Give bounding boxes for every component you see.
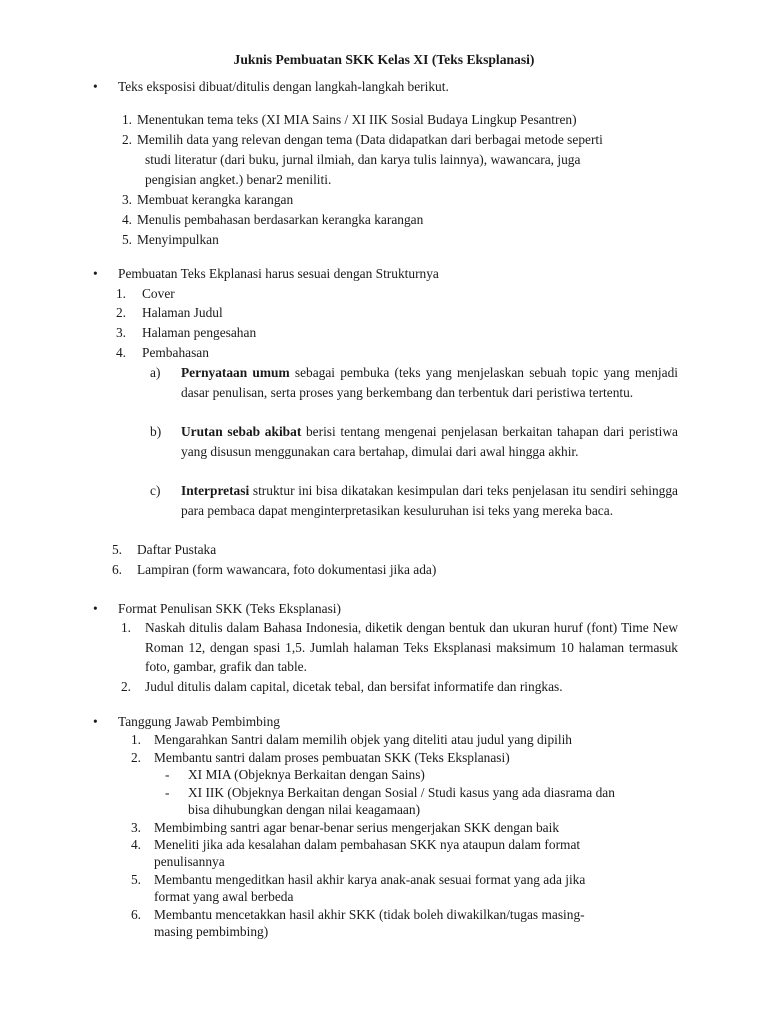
item-text: Halaman Judul	[142, 305, 223, 320]
item-description: struktur ini bisa dikatakan kesimpulan dari teks penjelasan itu sendiri sehingga para pembaca dapat menginterpretasikan kesuluruhan isi teks yang mereka baca.	[181, 483, 678, 518]
item-number: 6.	[130, 907, 141, 922]
item-text-line-1: Membantu mencetakkan hasil akhir SKK (tidak boleh diwakilkan/tugas masing-	[154, 907, 585, 922]
item-number: 6.	[111, 562, 122, 577]
item-text: Lampiran (form wawancara, foto dokumentasi jika ada)	[137, 562, 437, 577]
item-text-line-2: format yang awal berbeda	[154, 889, 294, 904]
bullet-dot: •	[93, 79, 98, 94]
item-text-line-3: pengisian angket.) benar2 meniliti.	[145, 172, 332, 187]
item-number: 5.	[121, 232, 132, 247]
bullet-dot: •	[93, 266, 98, 281]
item-text-line-2: studi literatur (dari buku, jurnal ilmiah, dan karya tulis lainnya), wawancara, juga	[145, 152, 581, 167]
item-text	[181, 363, 678, 402]
item-text: Daftar Pustaka	[137, 542, 217, 557]
dash-marker: -	[165, 785, 170, 800]
item-number: 3.	[130, 820, 141, 835]
item-text: Menyimpulkan	[137, 232, 219, 247]
item-text: Judul ditulis dalam capital, dicetak tebal, dan bersifat informatife dan ringkas.	[145, 679, 563, 694]
item-term: Interpretasi	[181, 483, 250, 498]
item-text	[181, 422, 678, 461]
item-number: 2.	[130, 750, 141, 765]
item-text: Naskah ditulis dalam Bahasa Indonesia, diketik dengan bentuk dan ukuran huruf (font) Time New Roman 12, dengan spasi 1,5. Jumlah halaman Teks Eksplanasi maksimum 10 halaman termasuk foto, gambar, grafik dan table.	[145, 620, 678, 674]
item-text-line-2: bisa dihubungkan dengan nilai keagamaan)	[188, 802, 421, 817]
item-text: Membimbing santri agar benar-benar serius mengerjakan SKK dengan baik	[154, 820, 560, 835]
item-text: Pembahasan	[142, 345, 209, 360]
item-number: 1.	[115, 286, 126, 301]
item-text-line-2: penulisannya	[154, 854, 225, 869]
item-number: 2.	[115, 305, 126, 320]
section-2-heading: Pembuatan Teks Ekplanasi harus sesuai dengan Strukturnya	[118, 266, 439, 281]
item-letter: a)	[150, 365, 161, 380]
item-letter: c)	[150, 483, 161, 498]
item-text-line-1: XI IIK (Objeknya Berkaitan dengan Sosial / Studi kasus yang ada diasrama dan	[188, 785, 615, 800]
bullet-dot: •	[93, 714, 98, 729]
item-number: 5.	[111, 542, 122, 557]
item-text: Mengarahkan Santri dalam memilih objek yang diteliti atau judul yang dipilih	[154, 732, 572, 747]
item-text: Halaman pengesahan	[142, 325, 257, 340]
item-number: 1.	[120, 620, 131, 635]
item-text: Membantu santri dalam proses pembuatan SKK (Teks Eksplanasi)	[154, 750, 510, 765]
item-text-line-1: Meneliti jika ada kesalahan dalam pembahasan SKK nya ataupun dalam format	[154, 837, 581, 852]
item-number: 2.	[121, 132, 132, 147]
item-text: XI MIA (Objeknya Berkaitan dengan Sains)	[188, 767, 425, 782]
item-number: 4.	[115, 345, 126, 360]
bullet-dot: •	[93, 601, 98, 616]
item-number: 4.	[121, 212, 132, 227]
dash-marker: -	[165, 767, 170, 782]
item-number: 5.	[130, 872, 141, 887]
item-number: 1.	[121, 112, 132, 127]
item-text: Menentukan tema teks (XI MIA Sains / XI IIK Sosial Budaya Lingkup Pesantren)	[137, 112, 577, 127]
item-term: Pernyataan umum	[181, 365, 290, 380]
section-3-heading: Format Penulisan SKK (Teks Eksplanasi)	[118, 601, 341, 616]
item-term: Urutan sebab akibat	[181, 424, 302, 439]
item-number: 3.	[115, 325, 126, 340]
item-text: Membuat kerangka karangan	[137, 192, 294, 207]
item-description: berisi tentang mengenai penjelasan berkaitan tahapan dari peristiwa yang disusun menggunakan cara bertahap, dimulai dari awal hingga akhir.	[181, 424, 678, 459]
item-text-line-2: masing pembimbing)	[154, 924, 269, 939]
item-number: 2.	[120, 679, 131, 694]
item-text-line-1: Memilih data yang relevan dengan tema (Data didapatkan dari berbagai metode seperti	[137, 132, 603, 147]
item-text: Cover	[142, 286, 175, 301]
section-4-heading: Tanggung Jawab Pembimbing	[118, 714, 280, 729]
item-text-line-1: Membantu mengeditkan hasil akhir karya anak-anak sesuai format yang ada jika	[154, 872, 586, 887]
item-number: 3.	[121, 192, 132, 207]
section-1-heading: Teks eksposisi dibuat/ditulis dengan langkah-langkah berikut.	[118, 79, 449, 94]
item-description: sebagai pembuka (teks yang menjelaskan sebuah topic yang menjadi dasar penulisan, serta proses yang berkembang dan terbentuk dari peristiwa tertentu.	[181, 365, 678, 400]
item-text	[181, 481, 678, 520]
item-number: 4.	[130, 837, 141, 852]
item-text: Menulis pembahasan berdasarkan kerangka karangan	[137, 212, 424, 227]
item-letter: b)	[150, 424, 162, 439]
document-title: Juknis Pembuatan SKK Kelas XI (Teks Eksplanasi)	[233, 52, 535, 67]
item-number: 1.	[130, 732, 141, 747]
